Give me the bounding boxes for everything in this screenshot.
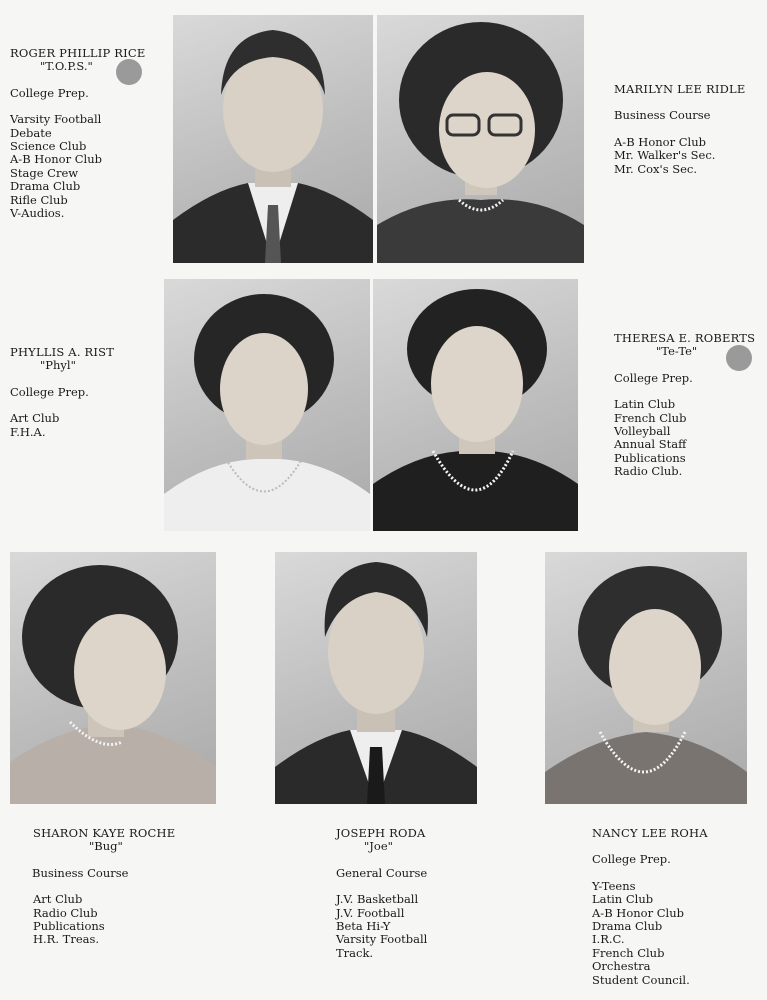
student-name: SHARON KAYE ROCHE xyxy=(33,826,176,840)
activity-item: A-B Honor Club xyxy=(592,905,684,920)
portrait-photo-ridle xyxy=(377,15,584,263)
activity-item: Rifle Club xyxy=(10,192,68,207)
activity-list xyxy=(10,113,146,220)
activity-item: Art Club xyxy=(10,411,60,426)
student-course: College Prep. xyxy=(10,85,89,100)
portrait-photo-roha xyxy=(545,552,747,804)
activity-item: Varsity Football xyxy=(336,932,428,947)
student-name: JOSEPH RODA xyxy=(336,826,426,840)
student-entry-roberts xyxy=(614,332,755,479)
activity-item: Latin Club xyxy=(592,892,654,907)
activity-item: Orchestra xyxy=(592,959,651,974)
activity-item: Publications xyxy=(614,450,686,465)
activity-item: Beta Hi-Y xyxy=(336,919,391,934)
activity-item: Publications xyxy=(33,919,105,934)
portrait-photo-rice xyxy=(173,15,373,263)
student-entry-roche xyxy=(33,827,175,947)
activity-item: Drama Club xyxy=(592,919,663,934)
activity-item: French Club xyxy=(614,410,687,425)
student-name: PHYLLIS A. RIST xyxy=(10,345,115,359)
activity-item: Varsity Football xyxy=(10,112,102,127)
student-nickname: "Phyl" xyxy=(40,358,76,373)
activity-list xyxy=(614,136,745,176)
student-entry-roha xyxy=(592,827,708,987)
activity-item: Track. xyxy=(336,945,374,960)
student-nickname: "T.O.P.S." xyxy=(40,59,93,74)
activity-list xyxy=(10,412,114,439)
student-nickname: "Te-Te" xyxy=(656,344,698,359)
activity-item: Drama Club xyxy=(10,179,81,194)
activity-item: Radio Club. xyxy=(614,464,683,479)
activity-item: Y-Teens xyxy=(592,878,636,893)
student-nickname: "Bug" xyxy=(89,839,123,854)
activity-item: F.H.A. xyxy=(10,424,46,439)
student-course: Business Course xyxy=(614,108,711,123)
student-entry-rice xyxy=(10,47,146,220)
activity-item: French Club xyxy=(592,945,665,960)
student-course: General Course xyxy=(336,865,428,880)
activity-item: J.V. Football xyxy=(336,905,405,920)
activity-item: Student Council. xyxy=(592,972,690,987)
activity-list xyxy=(614,398,755,478)
portrait-photo-roche xyxy=(10,552,216,804)
activity-list xyxy=(592,880,708,987)
activity-item: Radio Club xyxy=(33,905,98,920)
activity-item: V-Audios. xyxy=(10,206,65,221)
activity-item: Science Club xyxy=(10,139,87,154)
portrait-photo-roda xyxy=(275,552,477,804)
student-course: College Prep. xyxy=(10,384,89,399)
activity-item: Volleyball xyxy=(614,424,671,439)
portrait-photo-rist xyxy=(164,279,370,531)
student-entry-ridle xyxy=(614,83,745,176)
student-entry-roda xyxy=(336,827,427,960)
student-name: NANCY LEE ROHA xyxy=(592,826,708,840)
activity-item: J.V. Basketball xyxy=(336,892,419,907)
student-name: ROGER PHILLIP RICE xyxy=(10,46,146,60)
student-course: College Prep. xyxy=(592,852,671,867)
activity-item: A-B Honor Club xyxy=(10,152,102,167)
activity-item: Latin Club xyxy=(614,397,676,412)
activity-item: Stage Crew xyxy=(10,165,79,180)
activity-item: Debate xyxy=(10,125,52,140)
student-nickname: "Joe" xyxy=(364,839,393,854)
student-entry-rist xyxy=(10,346,114,439)
portrait-photo-roberts xyxy=(373,279,578,531)
activity-item: Mr. Cox's Sec. xyxy=(614,161,698,176)
activity-item: A-B Honor Club xyxy=(614,134,706,149)
activity-list xyxy=(33,893,175,947)
activity-item: Mr. Walker's Sec. xyxy=(614,148,716,163)
activity-item: Annual Staff xyxy=(614,437,687,452)
student-course: Business Course xyxy=(32,865,129,880)
student-name: MARILYN LEE RIDLE xyxy=(614,82,746,96)
activity-item: I.R.C. xyxy=(592,932,625,947)
activity-item: Art Club xyxy=(33,892,83,907)
student-course: College Prep. xyxy=(614,370,693,385)
activity-list xyxy=(336,893,427,960)
activity-item: H.R. Treas. xyxy=(33,932,100,947)
student-name: THERESA E. ROBERTS xyxy=(614,331,756,345)
